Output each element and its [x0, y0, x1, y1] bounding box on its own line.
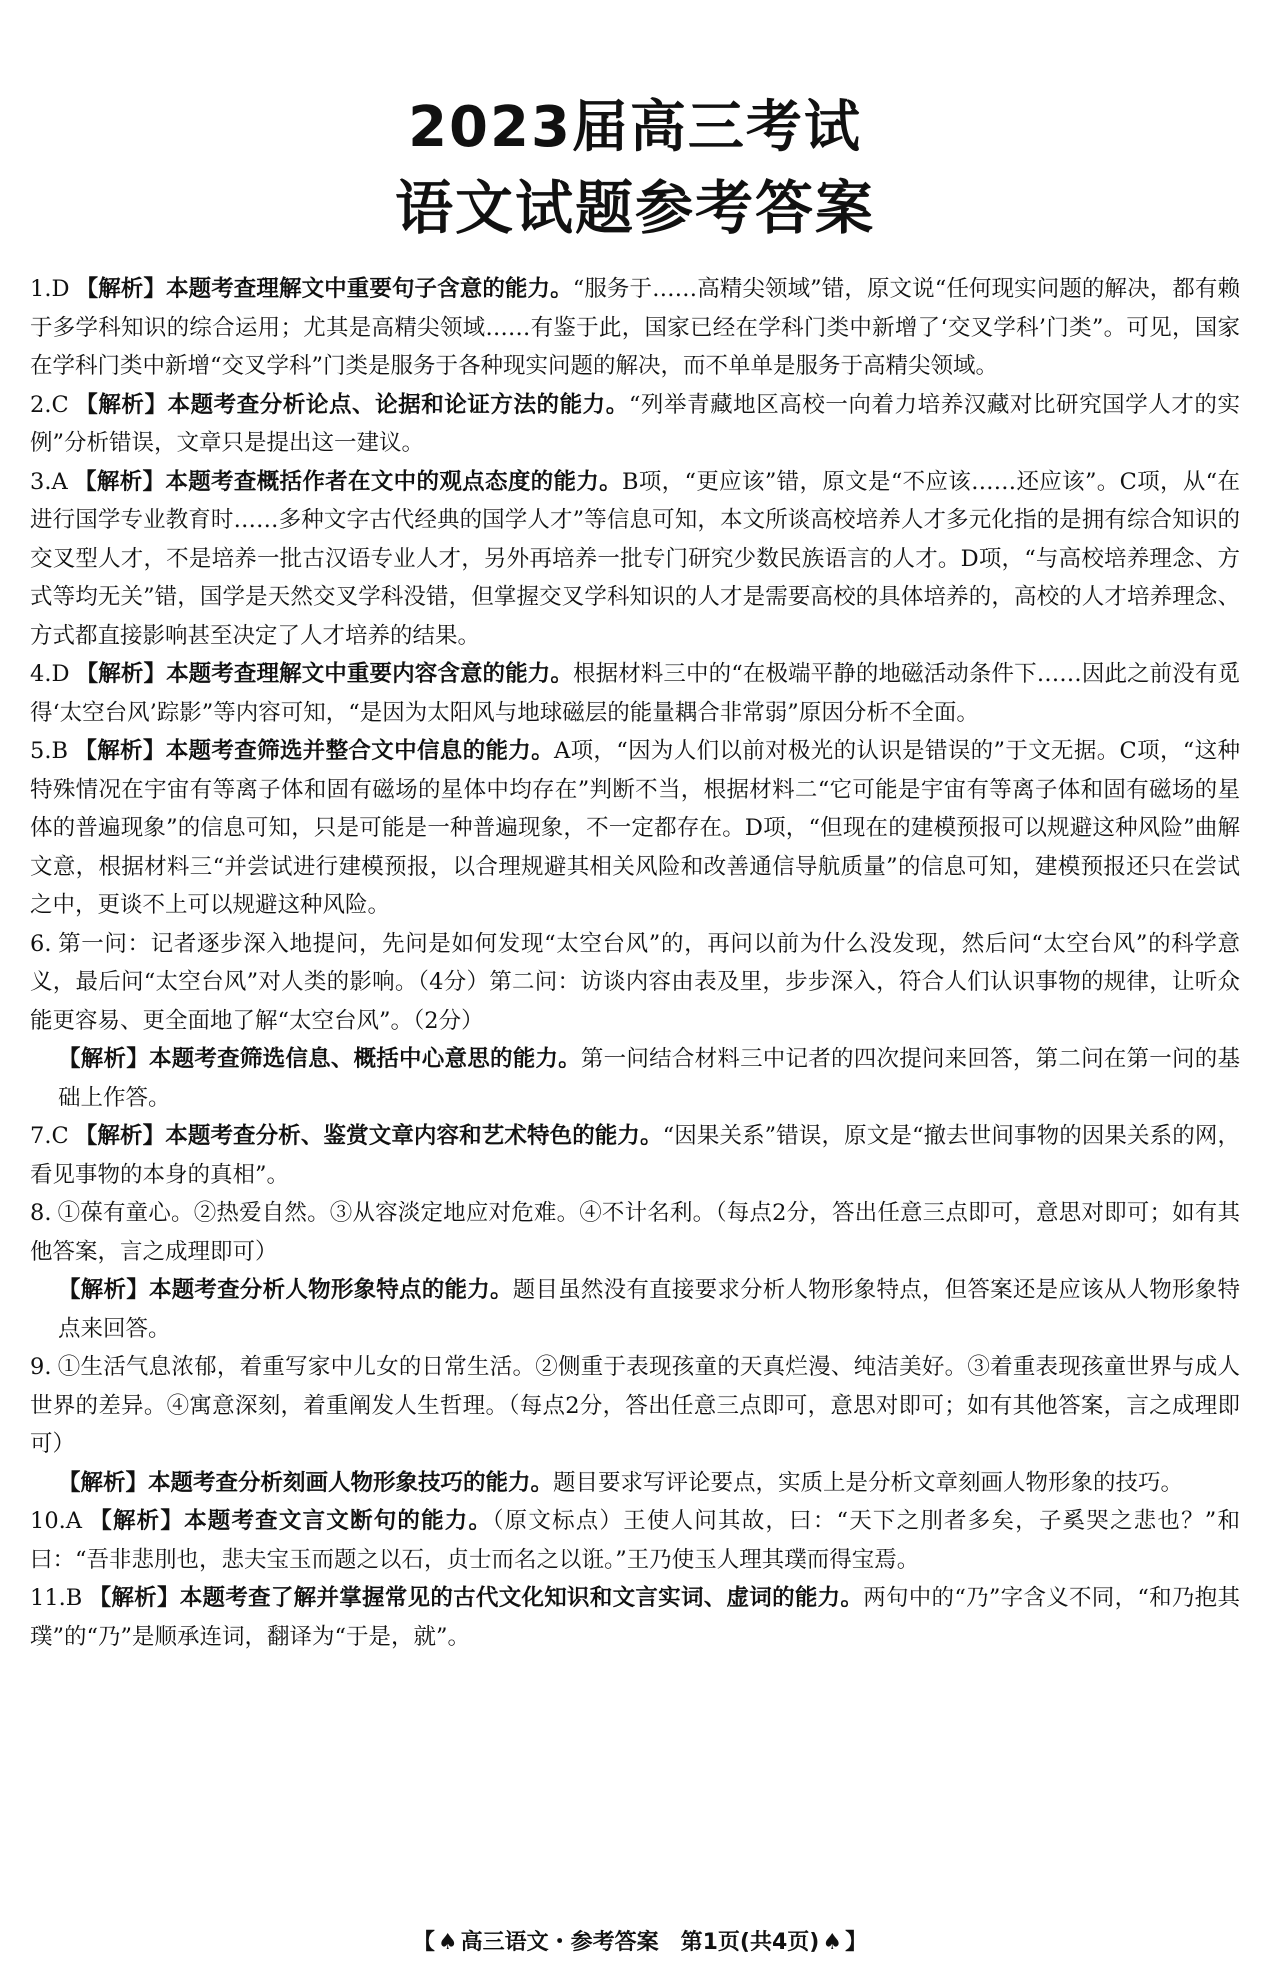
spade-icon: ♠ — [437, 1930, 458, 1955]
answer-item-8-analysis: 【解析】本题考查分析人物形象特点的能力。题目虽然没有直接要求分析人物形象特点，但答案还是应该从人物形象特点来回答。 — [58, 1277, 1240, 1342]
page-footer — [0, 1925, 1280, 1956]
answer-item-6-analysis: 【解析】本题考查筛选信息、概括中心意思的能力。第一问结合材料三中记者的四次提问来回答，第二问在第一问的基础上作答。 — [58, 1046, 1240, 1111]
answer-item-8: 8. ①葆有童心。②热爱自然。③从容淡定地应对危难。④不计名利。（每点2分，答出任意三点即可，意思对即可；如有其他答案，言之成理即可） — [30, 1200, 1240, 1265]
answer-item-1: 1.D 【解析】本题考查理解文中重要句子含意的能力。“服务于……高精尖领域”错，原文说“任何现实问题的解决，都有赖于多学科知识的综合运用；尤其是高精尖领域……有鉴于此，国家已经在学科门类中新增了‘交叉学科’门类”。可见，国家在学科门类中新增“交叉学科”门类是服务于各种现实问题的解决，而不单单是服务于高精尖领域。 — [30, 276, 1240, 379]
footer-right-bracket: 】 — [845, 1930, 868, 1955]
answer-item-4: 4.D 【解析】本题考查理解文中重要内容含意的能力。根据材料三中的“在极端平静的地磁活动条件下……因此之前没有觅得‘太空台风’踪影”等内容可知，“是因为太阳风与地球磁层的能量耦合非常弱”原因分析不全面。 — [30, 661, 1240, 726]
answer-item-9: 9. ①生活气息浓郁，着重写家中儿女的日常生活。②侧重于表现孩童的天真烂漫、纯洁美好。③着重表现孩童世界与成人世界的差异。④寓意深刻，着重阐发人生哲理。（每点2分，答出任意三点即可，意思对即可；如有其他答案，言之成理即可） — [30, 1354, 1240, 1457]
spade-icon: ♠ — [822, 1930, 843, 1955]
answer-item-6: 6. 第一问：记者逐步深入地提问，先问是如何发现“太空台风”的，再问以前为什么没发现，然后问“太空台风”的科学意义，最后问“太空台风”对人类的影响。（4分）第二问：访谈内容由表及里，步步深入，符合人们认识事物的规律，让听众能更容易、更全面地了解“太空台风”。（2分） — [30, 930, 1240, 1034]
answer-item-11: 11.B 【解析】本题考查了解并掌握常见的古代文化知识和文言实词、虚词的能力。两句中的“乃”字含义不同，“和乃抱其璞”的“乃”是顺承连词，翻译为“于是，就”。 — [30, 1585, 1240, 1650]
answer-item-2: 2.C 【解析】本题考查分析论点、论据和论证方法的能力。“列举青藏地区高校一向着力培养汉藏对比研究国学人才的实例”分析错误，文章只是提出这一建议。 — [30, 391, 1240, 456]
answer-list — [30, 270, 1240, 1656]
footer-left-bracket: 【 — [412, 1930, 435, 1955]
footer-text: 高三语文・参考答案 第1页(共4页) — [460, 1930, 820, 1955]
answer-item-7: 7.C 【解析】本题考查分析、鉴赏文章内容和艺术特色的能力。“因果关系”错误，原文是“撤去世间事物的因果关系的网，看见事物的本身的真相”。 — [30, 1123, 1240, 1188]
answer-title: 语文试题参考答案 — [394, 174, 875, 242]
exam-title: 2023届高三考试 — [408, 95, 862, 160]
answer-item-10: 10.A 【解析】本题考查文言文断句的能力。（原文标点）王使人问其故，曰：“天下之刖者多矣，子奚哭之悲也？”和曰：“吾非悲刖也，悲夫宝玉而题之以石，贞士而名之以诳。”王乃使玉人理其璞而得宝焉。 — [30, 1508, 1240, 1573]
answer-item-9-analysis: 【解析】本题考查分析刻画人物形象技巧的能力。题目要求写评论要点，实质上是分析文章刻画人物形象的技巧。 — [58, 1469, 1184, 1496]
answer-item-5: 5.B 【解析】本题考查筛选并整合文中信息的能力。A项，“因为人们以前对极光的认识是错误的”于文无据。C项，“这种特殊情况在宇宙有等离子体和固有磁场的星体中均存在”判断不当，根据材料二“它可能是宇宙有等离子体和固有磁场的星体的普遍现象”的信息可知，只是可能是一种普遍现象，不一定都存在。D项，“但现在的建模预报可以规避这种风险”曲解文意，根据材料三“并尝试进行建模预报，以合理规避其相关风险和改善通信导航质量”的信息可知，建模预报还只在尝试之中，更谈不上可以规避这种风险。 — [30, 738, 1240, 918]
answer-item-3: 3.A 【解析】本题考查概括作者在文中的观点态度的能力。B项，“更应该”错，原文是“不应该……还应该”。C项，从“在进行国学专业教育时……多种文字古代经典的国学人才”等信息可知，本文所谈高校培养人才多元化指的是拥有综合知识的交叉型人才，不是培养一批古汉语专业人才，另外再培养一批专门研究少数民族语言的人才。D项，“与高校培养理念、方式等均无关”错，国学是天然交叉学科没错，但掌握交叉学科知识的人才是需要高校的具体培养的，高校的人才培养理念、方式都直接影响甚至决定了人才培养的结果。 — [30, 468, 1240, 649]
